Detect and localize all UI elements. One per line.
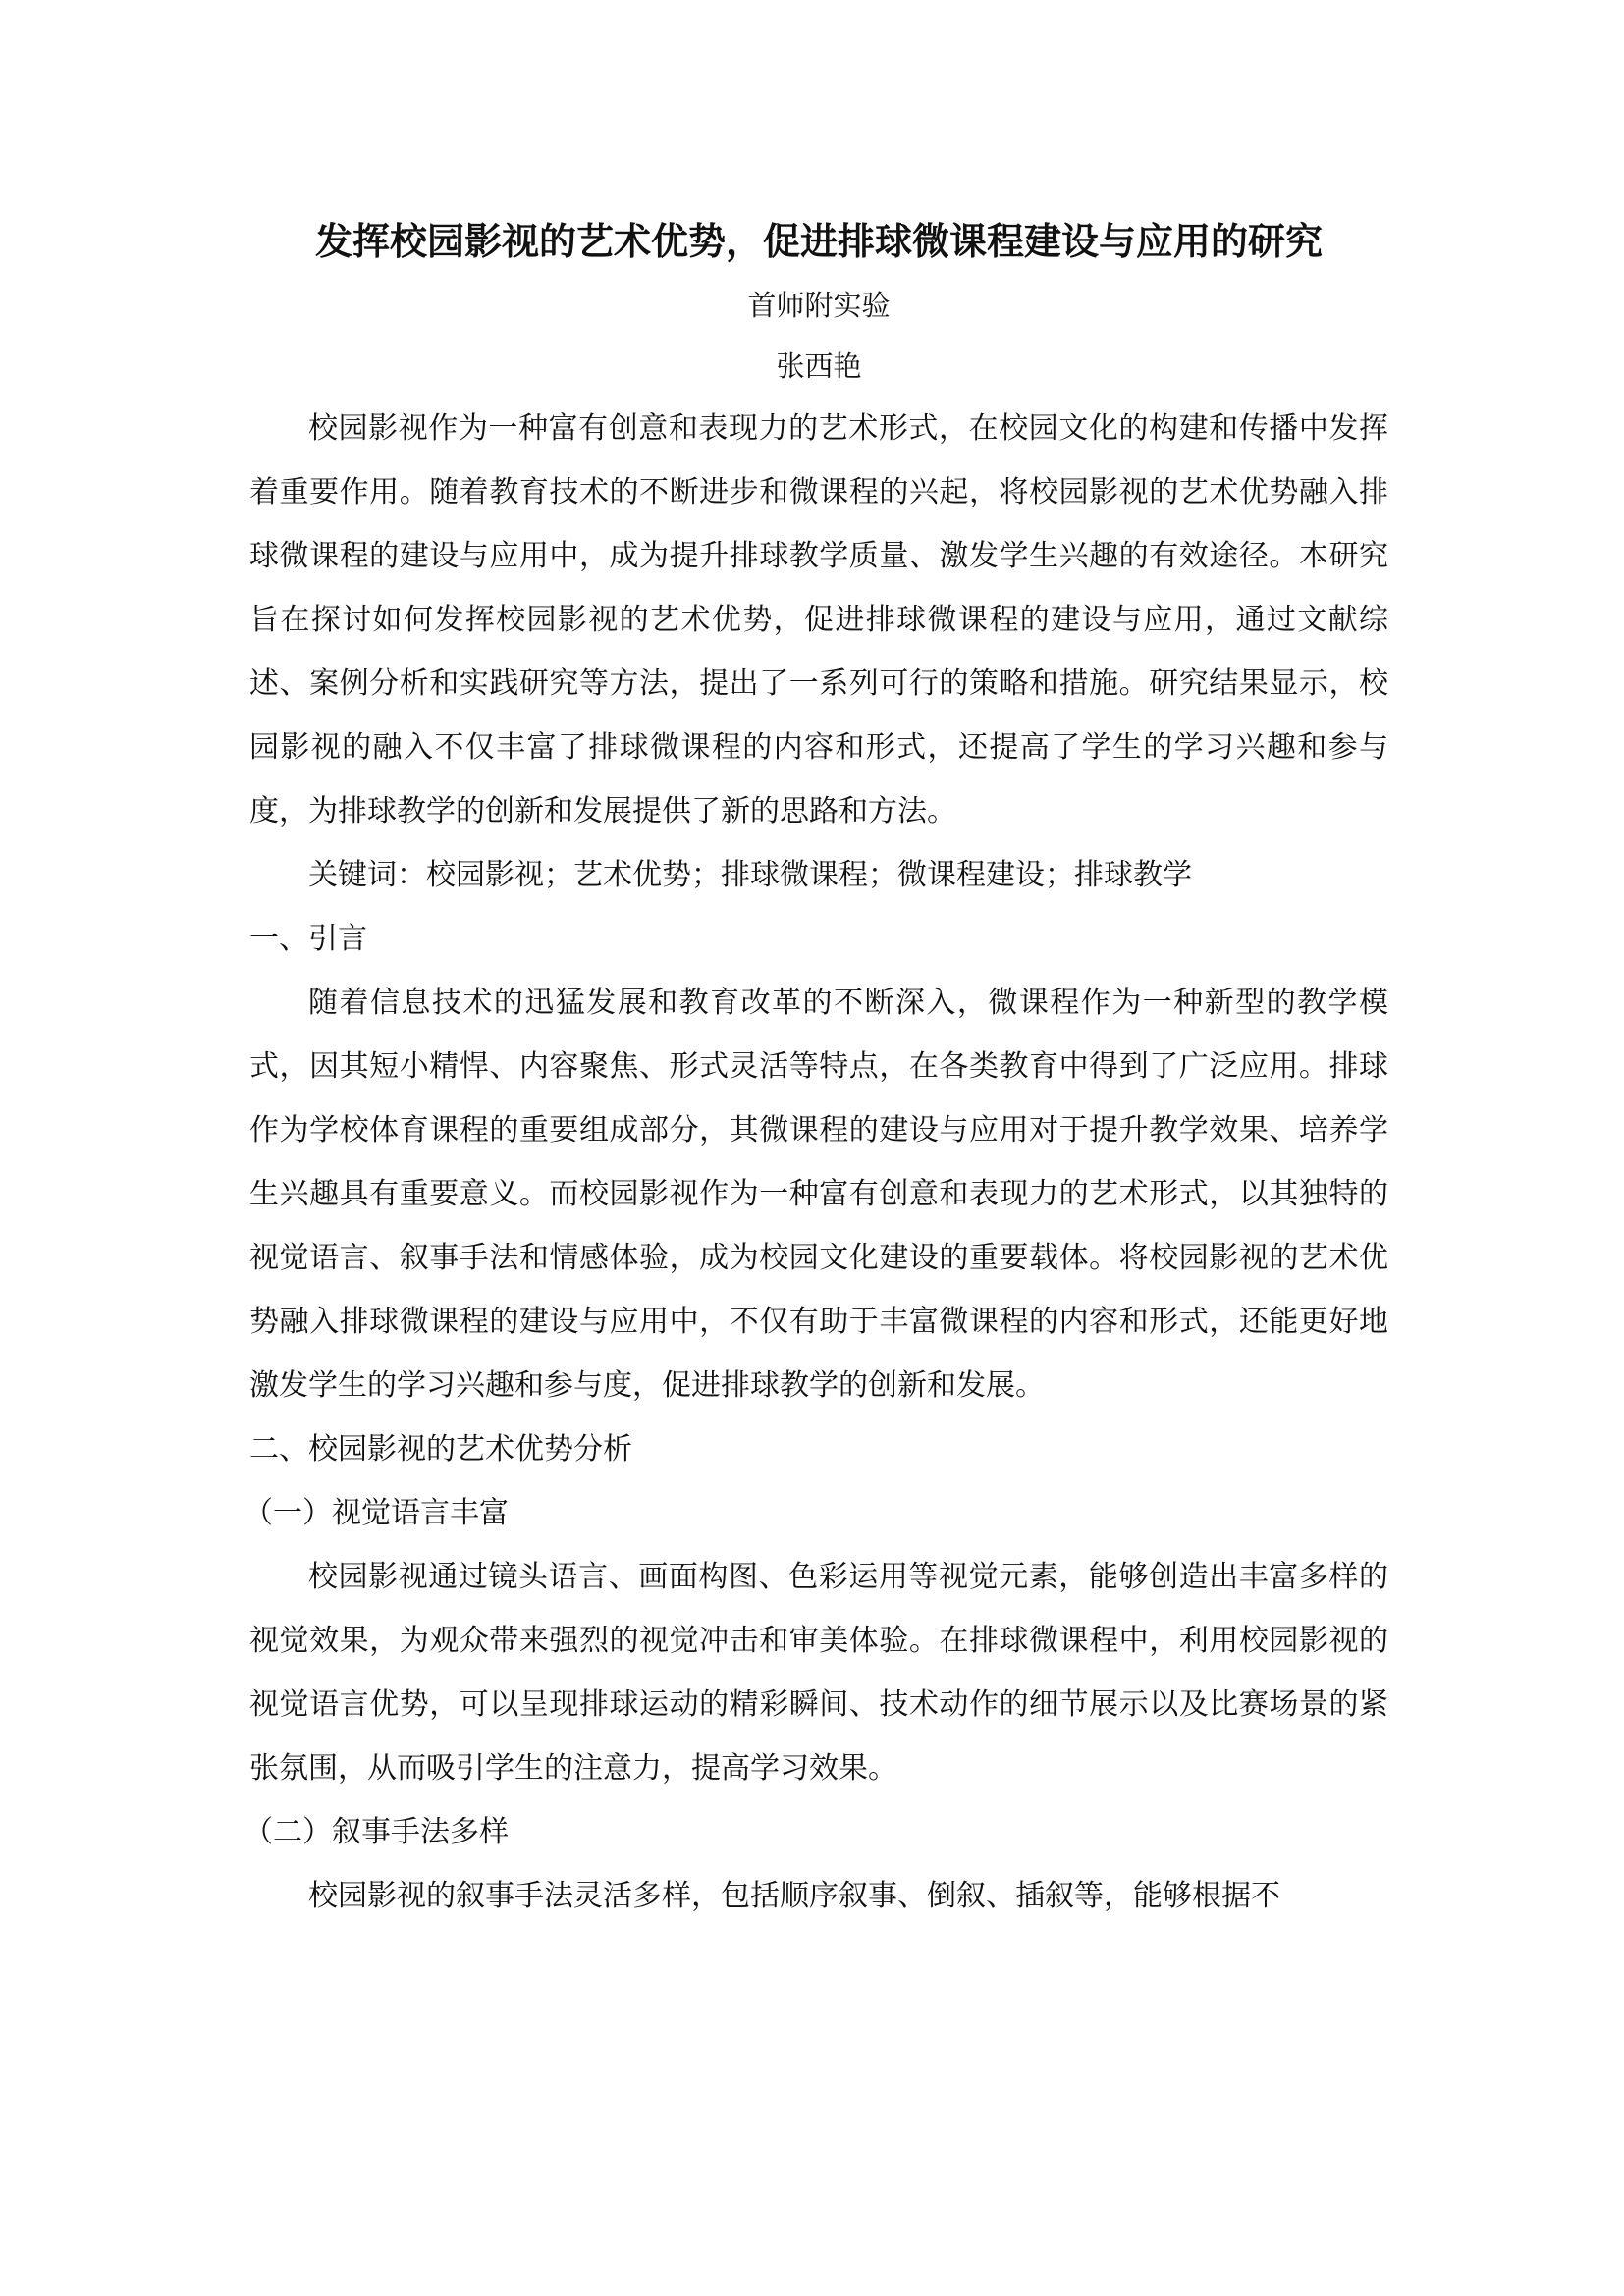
author-affiliation: 首师附实验	[747, 289, 891, 322]
introduction-paragraph: 随着信息技术的迅猛发展和教育改革的不断深入，微课程作为一种新型的教学模式，因其短小精悍、内容聚焦、形式灵活等特点，在各类教育中得到了广泛应用。排球作为学校体育课程的重要组成部分，其微课程的建设与应用对于提升教学效果、培养学生兴趣具有重要意义。而校园影视作为一种富有创意和表现力的艺术形式，以其独特的视觉语言、叙事手法和情感体验，成为校园文化建设的重要载体。将校园影视的艺术优势融入排球微课程的建设与应用中，不仅有助于丰富微课程的内容和形式，还能更好地激发学生的学习兴趣和参与度，促进排球教学的创新和发展。	[249, 986, 1388, 1403]
document-page	[244, 196, 1388, 1928]
keywords-line: 关键词：校园影视；艺术优势；排球微课程；微课程建设；排球教学	[308, 858, 1192, 892]
document-title: 发挥校园影视的艺术优势，促进排球微课程建设与应用的研究	[314, 220, 1323, 263]
subsection-heading-narrative: （二）叙事手法多样	[244, 1815, 509, 1849]
section-heading-art-advantages: 二、校园影视的艺术优势分析	[249, 1432, 632, 1467]
abstract-paragraph: 校园影视作为一种富有创意和表现力的艺术形式，在校园文化的构建和传播中发挥着重要作用。随着教育技术的不断进步和微课程的兴起，将校园影视的艺术优势融入排球微课程的建设与应用中，成为提升排球教学质量、激发学生兴趣的有效途径。本研究旨在探讨如何发挥校园影视的艺术优势，促进排球微课程的建设与应用，通过文献综述、案例分析和实践研究等方法，提出了一系列可行的策略和措施。研究结果显示，校园影视的融入不仅丰富了排球微课程的内容和形式，还提高了学生的学习兴趣和参与度，为排球教学的创新和发展提供了新的思路和方法。	[249, 411, 1388, 828]
narrative-paragraph: 校园影视的叙事手法灵活多样，包括顺序叙事、倒叙、插叙等，能够根据不	[308, 1879, 1280, 1913]
section-heading-introduction: 一、引言	[249, 922, 367, 956]
author-name: 张西艳	[776, 349, 862, 383]
subsection-heading-visual-language: （一）视觉语言丰富	[244, 1496, 509, 1530]
visual-language-paragraph: 校园影视通过镜头语言、画面构图、色彩运用等视觉元素，能够创造出丰富多样的视觉效果，为观众带来强烈的视觉冲击和审美体验。在排球微课程中，利用校园影视的视觉语言优势，可以呈现排球运动的精彩瞬间、技术动作的细节展示以及比赛场景的紧张氛围，从而吸引学生的注意力，提高学习效果。	[249, 1560, 1388, 1786]
